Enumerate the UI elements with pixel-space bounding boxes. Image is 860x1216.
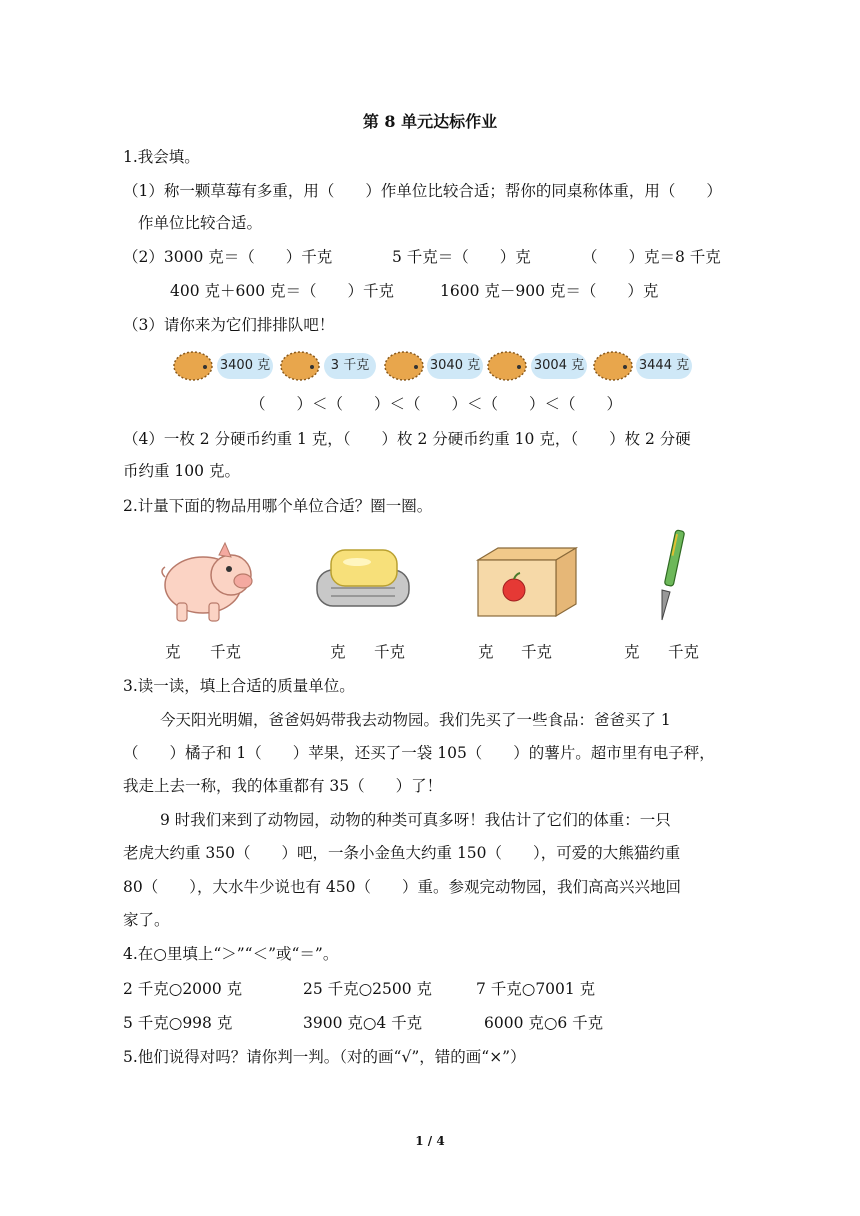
pig-unit-kilogram: 千克 [210, 643, 242, 661]
hedgehog-icon [172, 347, 214, 383]
pen-unit-gram: 克 [624, 643, 640, 661]
page-number: 1 / 4 [415, 1134, 445, 1148]
q4-heading: 4.在○里填上“＞”“＜”或“＝”。 [123, 945, 339, 963]
q1-part4-line1: （4）一枚 2 分硬币约重 1 克，（ ）枚 2 分硬币约重 10 克，（ ）枚 2 分硬 [123, 430, 691, 448]
box-icon [474, 544, 580, 618]
q1-part2-a: （2）3000 克＝（ ）千克 [123, 248, 333, 266]
pen-unit-kilogram: 千克 [668, 643, 700, 661]
hedgehog-icon [383, 347, 425, 383]
q1-heading: 1.我会填。 [123, 148, 200, 166]
q1-part3: （3）请你来为它们排排队吧！ [123, 316, 335, 334]
box-unit-kilogram: 千克 [521, 643, 553, 661]
box-unit-gram: 克 [478, 643, 494, 661]
q1-part2-d: 400 克＋600 克＝（ ）千克 [170, 282, 395, 300]
soap-unit-kilogram: 千克 [374, 643, 406, 661]
q1-part2-b: 5 千克＝（ ）克 [392, 248, 531, 266]
q3-text-line-5: 老虎大约重 350（ ）吧，一条小金鱼大约重 150（ ），可爱的大熊猫约重 [123, 844, 681, 862]
q4-item-2: 25 千克○2500 克 [303, 980, 433, 998]
hedgehog-icon [592, 347, 634, 383]
q3-text-line-7: 家了。 [123, 911, 170, 929]
q1-part1-line2: 作单位比较合适。 [138, 214, 263, 232]
pig-icon [155, 535, 255, 627]
hedgehog-icon [486, 347, 528, 383]
q1-order-line: （ ）＜（ ）＜（ ）＜（ ）＜（ ） [250, 395, 623, 413]
q1-part2-c: （ ）克＝8 千克 [582, 248, 721, 266]
weight-bubble-4: 3004 克 [531, 353, 587, 379]
q4-item-6: 6000 克○6 千克 [484, 1014, 604, 1032]
q3-heading: 3.读一读，填上合适的质量单位。 [123, 677, 355, 695]
q3-text-line-2: （ ）橘子和 1（ ）苹果，还买了一袋 105（ ）的薯片。超市里有电子秤， [123, 744, 715, 762]
q4-item-4: 5 千克○998 克 [123, 1014, 233, 1032]
q3-text-line-1: 今天阳光明媚，爸爸妈妈带我去动物园。我们先买了一些食品：爸爸买了 1 [160, 711, 671, 729]
q2-heading: 2.计量下面的物品用哪个单位合适？圈一圈。 [123, 497, 433, 515]
pig-unit-gram: 克 [165, 643, 181, 661]
q1-part1-line1: （1）称一颗草莓有多重，用（ ）作单位比较合适；帮你的同桌称体重，用（ ） [123, 182, 722, 200]
q4-item-1: 2 千克○2000 克 [123, 980, 243, 998]
weight-bubble-3: 3040 克 [427, 353, 483, 379]
q1-part4-line2: 币约重 100 克。 [123, 462, 240, 480]
pen-icon [648, 528, 688, 624]
q1-part2-e: 1600 克－900 克＝（ ）克 [440, 282, 659, 300]
weight-bubble-2: 3 千克 [324, 353, 376, 379]
soap-unit-gram: 克 [330, 643, 346, 661]
weight-bubble-5: 3444 克 [636, 353, 692, 379]
q4-item-5: 3900 克○4 千克 [303, 1014, 423, 1032]
q4-item-3: 7 千克○7001 克 [476, 980, 596, 998]
q3-text-line-3: 我走上去一称，我的体重都有 35（ ）了！ [123, 777, 443, 795]
q3-text-line-6: 80（ ），大水牛少说也有 450（ ）重。参观完动物园，我们高高兴兴地回 [123, 878, 681, 896]
weight-bubble-1: 3400 克 [217, 353, 273, 379]
page-title: 第 8 单元达标作业 [362, 112, 498, 131]
q5-heading: 5.他们说得对吗？请你判一判。（对的画“√”，错的画“×”） [123, 1048, 526, 1066]
q3-text-line-4: 9 时我们来到了动物园，动物的种类可真多呀！我估计了它们的体重：一只 [160, 811, 671, 829]
soap-icon [313, 540, 413, 612]
hedgehog-icon [279, 347, 321, 383]
